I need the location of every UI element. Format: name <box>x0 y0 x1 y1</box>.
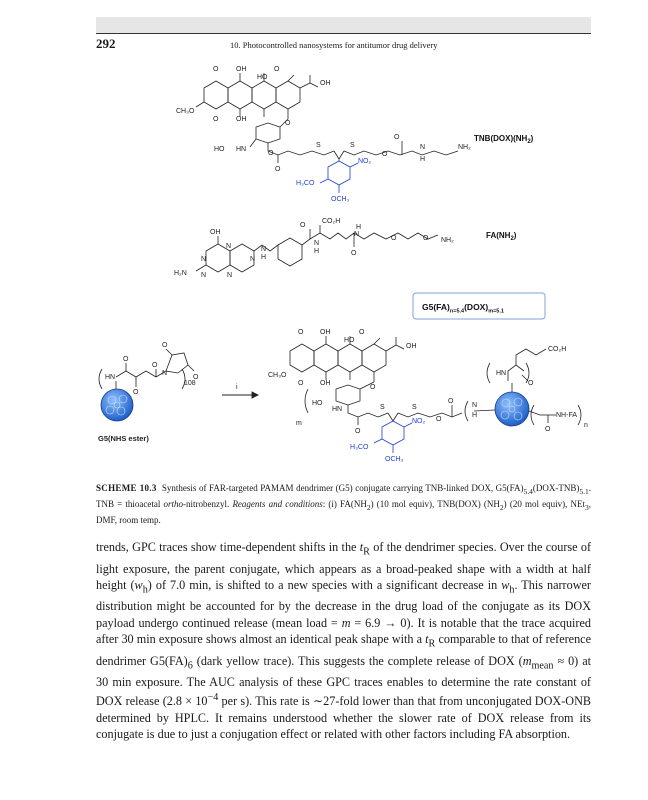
svg-text:S: S <box>316 142 321 149</box>
dendrimer-g5-product <box>495 392 529 426</box>
svg-text:O: O <box>133 389 139 396</box>
svg-text:N: N <box>314 240 320 247</box>
svg-text:OCH₃: OCH₃ <box>385 456 404 463</box>
svg-text:CO₂H: CO₂H <box>322 218 341 225</box>
svg-text:NH₂: NH₂ <box>458 144 471 151</box>
svg-text:m: m <box>296 420 302 427</box>
svg-text:N: N <box>472 402 478 409</box>
svg-text:N: N <box>354 231 360 238</box>
header-bar <box>96 17 591 33</box>
svg-text:HO: HO <box>312 400 323 407</box>
svg-text:H: H <box>356 224 362 231</box>
svg-text:O: O <box>213 66 219 73</box>
svg-text:O: O <box>423 235 429 242</box>
svg-text:NH-FA: NH-FA <box>556 412 577 419</box>
svg-text:H: H <box>261 254 267 261</box>
reaction-arrow <box>222 392 258 398</box>
svg-text:O: O <box>394 134 400 141</box>
compound-fa-name: $FA(NH_2)$ <box>486 231 517 242</box>
svg-text:O: O <box>162 342 168 349</box>
header-rule <box>96 33 591 34</box>
product-labels <box>268 329 588 463</box>
svg-text:O: O <box>382 151 388 158</box>
svg-text:O: O <box>359 329 365 336</box>
svg-text:H: H <box>420 156 426 163</box>
svg-text:O: O <box>391 235 397 242</box>
arrow-label: i <box>236 384 238 391</box>
svg-text:O: O <box>275 166 281 173</box>
svg-text:CH₃O: CH₃O <box>268 372 287 379</box>
svg-text:O: O <box>528 380 534 387</box>
svg-text:OH: OH <box>210 229 221 236</box>
compound-tnb-dox-labels <box>176 66 471 203</box>
svg-text:HN: HN <box>496 370 507 377</box>
svg-text:O: O <box>370 384 376 391</box>
compound-fa-labels <box>174 218 454 279</box>
svg-text:H: H <box>314 248 320 255</box>
scheme-caption: SCHEME 10.3 Synthesis of FAR-targeted PAMAM dendrimer (G5) conjugate carrying TNB-linked DOX, $G5(FA)_{5.4}(DOX-TNB)_{5.1}$. TNB = thioacetal ortho-nitrobenzyl. Reagents and conditions: (i) $FA(NH_2)$ (10 mol equiv), TNB(DOX) $(NH_2)$ (20 mol equiv), NEt$_3$, DMF, room temp. <box>96 483 592 525</box>
dendrimer-g5-reactant <box>101 389 133 421</box>
svg-text:S: S <box>350 142 355 149</box>
compound-tnb-dox-aromatic <box>320 159 358 193</box>
svg-text:O: O <box>300 222 306 229</box>
svg-text:O: O <box>285 120 291 127</box>
svg-text:O: O <box>351 250 357 257</box>
svg-text:CO₂H: CO₂H <box>548 346 567 353</box>
caption-label: SCHEME 10.3 <box>96 483 157 493</box>
svg-text:O: O <box>123 356 129 363</box>
svg-text:CH₃O: CH₃O <box>176 108 195 115</box>
svg-text:N: N <box>201 272 207 279</box>
product-aromatic <box>374 421 412 453</box>
svg-text:n: n <box>584 422 588 429</box>
svg-text:NH₂: NH₂ <box>441 237 454 244</box>
svg-text:HN: HN <box>332 406 343 413</box>
svg-text:NO₂: NO₂ <box>412 418 426 425</box>
svg-text:HO: HO <box>344 337 355 344</box>
svg-text:OH: OH <box>320 380 331 387</box>
reaction-scheme <box>96 55 591 477</box>
svg-text:OCH₃: OCH₃ <box>331 196 350 203</box>
svg-text:H₃CO: H₃CO <box>350 444 369 451</box>
svg-text:N: N <box>201 256 207 263</box>
page-number: 292 <box>96 36 116 51</box>
svg-text:O: O <box>152 362 158 369</box>
svg-text:N: N <box>261 246 267 253</box>
svg-text:OH: OH <box>236 66 247 73</box>
svg-text:N: N <box>162 370 168 377</box>
svg-text:OH: OH <box>236 116 247 123</box>
svg-text:N: N <box>226 243 232 250</box>
svg-text:O: O <box>274 66 280 73</box>
svg-text:OH: OH <box>406 343 417 350</box>
svg-text:N: N <box>227 272 233 279</box>
svg-text:O: O <box>545 426 551 433</box>
dendrimer-link-left <box>474 410 495 411</box>
svg-text:OH: OH <box>320 329 331 336</box>
svg-text:O: O <box>268 150 274 157</box>
svg-text:N: N <box>420 144 426 151</box>
nhs-ester-name: G5(NHS ester) <box>98 434 149 443</box>
compound-tnb-dox-name: $TNB(DOX)(NH_2)$ <box>474 134 534 145</box>
svg-text:O: O <box>193 374 199 381</box>
svg-text:O: O <box>298 380 304 387</box>
svg-text:O: O <box>436 416 442 423</box>
svg-text:H₃CO: H₃CO <box>296 180 315 187</box>
svg-text:108: 108 <box>184 380 196 387</box>
svg-text:S: S <box>380 404 385 411</box>
running-head: 10. Photocontrolled nanosystems for antitumor drug delivery <box>230 40 438 50</box>
svg-text:O: O <box>298 329 304 336</box>
svg-text:HN: HN <box>105 374 116 381</box>
svg-text:H₂N: H₂N <box>174 270 187 277</box>
svg-text:HN: HN <box>236 146 247 153</box>
svg-text:H: H <box>472 412 478 419</box>
svg-text:NO₂: NO₂ <box>358 158 372 165</box>
svg-text:N: N <box>250 256 256 263</box>
svg-text:O: O <box>213 116 219 123</box>
svg-text:HO: HO <box>214 146 225 153</box>
svg-text:OH: OH <box>320 80 331 87</box>
svg-text:O: O <box>448 398 454 405</box>
body-paragraph: trends, GPC traces show time-dependent shifts in the $t_R$ of the dendrimer species. Over the course of light exposure, the parent conjugate, which appears as a broad-peaked shape with a width at half height $(w_h)$ of 7.0 min, is shifted to a new species with a significant decrease in $w_h$. This narrower distribution might be accounted for by the decrease in the drug load of the conjugate as its DOX payload undergo continued release (mean load = m = 6.9 → 0). It is notable that the trace acquired after 30 min exposure shows almost an identical peak shape with a $t_R$ comparable to that of reference dendrimer $G5(FA)_6$ (dark yellow trace). This suggests the complete release of DOX $(m_{mean} \approx 0)$ at 30 min exposure. The AUC analysis of these GPC traces enables to determine the rate constant of DOX release ($2.8 \times 10^{-4}$ per s). This rate is ∼27-fold lower than that from unconjugated DOX-ONB determined by HPLC. It remains understood whether the slower rate of DOX release from its conjugate is due to just a conjugation effect or related with other factors including FA absorption. <box>96 540 591 741</box>
product-label: $G5(FA)_{n=5.4}(DOX)_{m=5.1}$ <box>422 302 504 315</box>
nhs-ester <box>99 349 194 395</box>
svg-text:HO: HO <box>257 74 268 81</box>
svg-text:O: O <box>355 428 361 435</box>
svg-text:S: S <box>412 404 417 411</box>
